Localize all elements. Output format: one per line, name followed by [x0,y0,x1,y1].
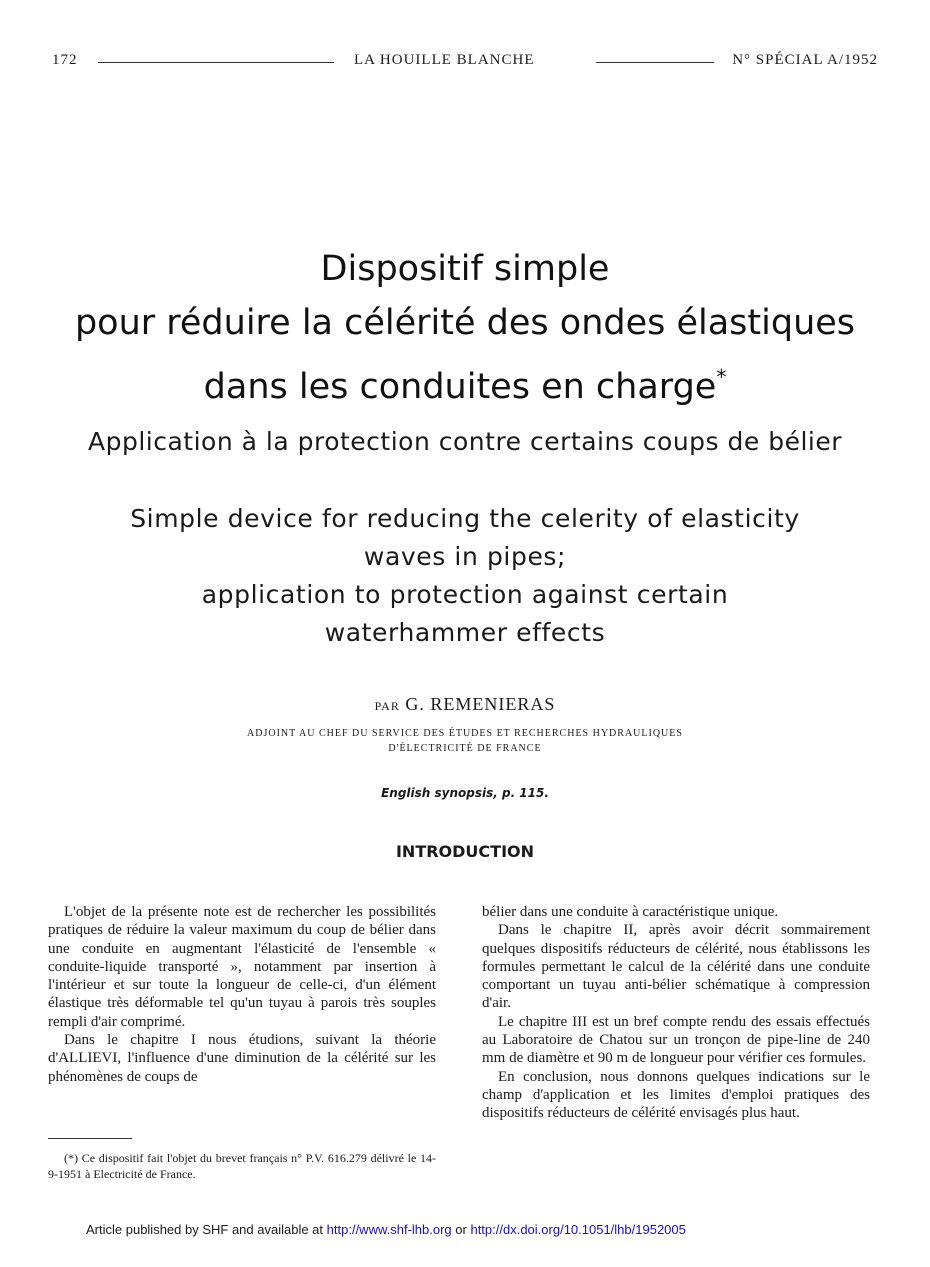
body-column-right [482,903,870,1123]
footnote-text: (*) Ce dispositif fait l'objet du brevet français n° P.V. 616.279 délivré le 14-9-1951 à Electricité de France. [48,1151,436,1181]
author-prefix: PAR [374,699,400,713]
section-heading: INTRODUCTION [395,842,535,861]
header-rule-right [596,62,714,63]
title-line-3 [0,350,930,414]
shf-link[interactable]: http://www.shf-lhb.org [326,1222,452,1237]
paragraph: Le chapitre III est un bref compte rendu des essais effectués au Laboratoire de Chatou sur un tronçon de pipe-line de 240 mm de diamètre et 90 m de longueur pour vérifier ces formules. [482,1013,870,1067]
paragraph: En conclusion, nous donnons quelques indications sur le champ d'application et les limites d'emploi pratiques des dispositifs réducteurs de célérité envisagés plus haut. [482,1068,870,1122]
english-title [0,500,930,652]
footnote-mark: * [716,365,727,389]
paragraph: Dans le chapitre II, après avoir décrit sommairement quelques dispositifs réducteurs de célérité, nous établissons les formules permettant le calcul de la célérité dans une conduite comportant un tuyau anti-bélier schématique à compression d'air. [482,922,870,1012]
author-affiliation [0,726,930,756]
article-title [0,242,930,414]
english-title-line-1: Simple device for reducing the celerity of elasticity [130,504,800,533]
author-line [0,694,930,715]
running-header [52,52,878,72]
english-title-line-2: waves in pipes; [363,542,567,571]
english-synopsis-ref: English synopsis, p. 115. [381,786,549,800]
affiliation-line-1: ADJOINT AU CHEF DU SERVICE DES ÉTUDES ET RECHERCHES HYDRAULIQUES [247,728,683,739]
doi-link[interactable]: http://dx.doi.org/10.1051/lhb/1952005 [470,1222,686,1237]
english-title-line-4: waterhammer effects [324,618,606,647]
publication-notice [86,1222,686,1237]
article-subtitle: Application à la protection contre certains coups de bélier [87,427,843,456]
footnote [48,1151,436,1182]
notice-or: or [455,1222,467,1237]
paragraph: L'objet de la présente note est de rechercher les possibilités pratiques de réduire la valeur maximum du coup de bélier dans une conduite en augmentant l'élasticité de l'ensemble « conduite-liquide transporté », notamment par insertion à l'intérieur et sur toute la longueur de celle-ci, d'un élément élastique très déformable tel qu'un tuyau à parois très souples rempli d'air comprimé. [48,904,436,1030]
header-rule-left [98,62,334,63]
journal-name: LA HOUILLE BLANCHE [354,52,535,68]
affiliation-line-2: D'ÉLECTRICITÉ DE FRANCE [388,743,542,754]
paragraph: bélier dans une conduite à caractéristique unique. [482,904,779,920]
title-line-3-text: dans les conduites en charge [203,367,717,407]
notice-prefix: Article published by SHF and available at [86,1222,324,1237]
title-line-2: pour réduire la célérité des ondes élastiques [74,303,856,343]
english-title-line-3: application to protection against certain [201,580,729,609]
paragraph: Dans le chapitre I nous étudions, suivant la théorie d'ALLIEVI, l'influence d'une diminution de la célérité sur les phénomènes de coups de [48,1032,436,1085]
page-number: 172 [52,52,78,68]
author-name: G. REMENIERAS [405,694,556,714]
title-line-1: Dispositif simple [320,249,610,289]
issue-label: N° SPÉCIAL A/1952 [732,52,878,68]
body-column-left [48,903,436,1086]
footnote-rule [48,1138,132,1139]
